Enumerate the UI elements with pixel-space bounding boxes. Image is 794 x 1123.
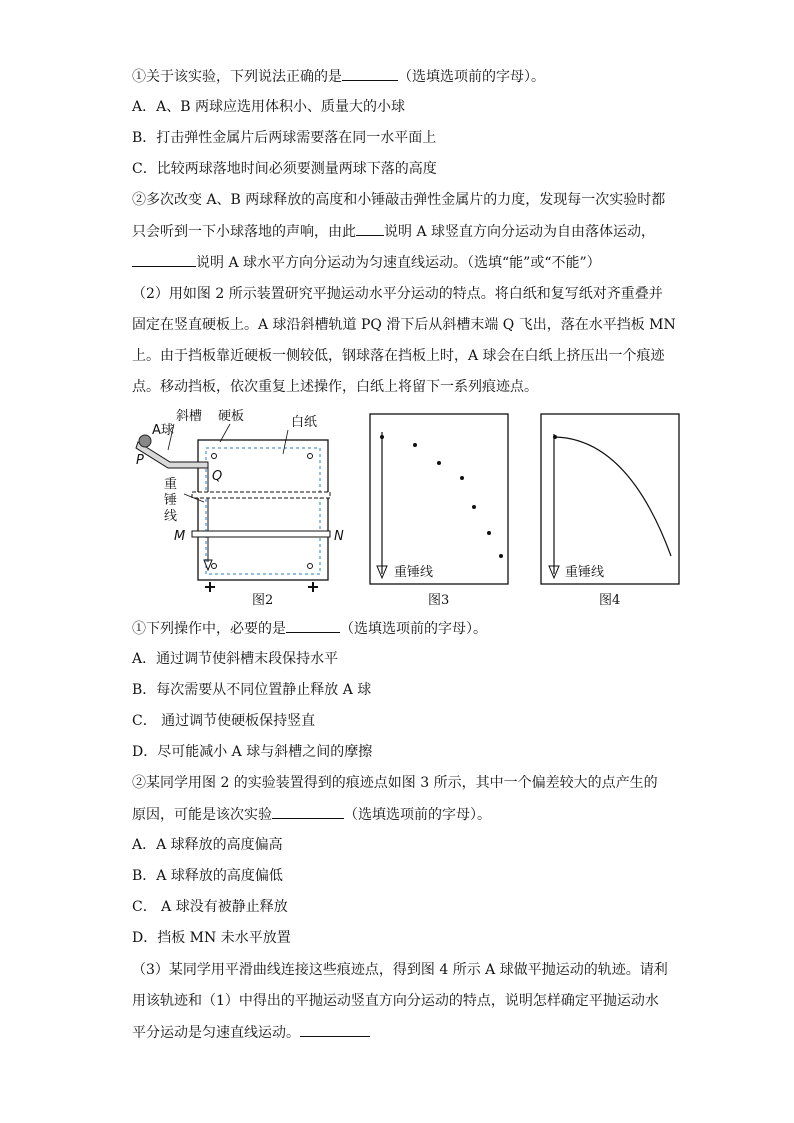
q3-option-a: A．通过调节使斜槽末段保持水平 <box>132 651 339 667</box>
figure-3 <box>370 414 508 608</box>
hard-board <box>198 440 328 580</box>
q1-sub2-line3 <box>132 252 601 273</box>
answer-blank[interactable] <box>286 618 340 633</box>
pin-icon <box>308 454 313 459</box>
pin-icon <box>212 454 217 459</box>
q1-sub2-text: 只会听到一下小球落地的声响，由此 <box>132 224 356 240</box>
q4-option-b: B．A 球释放的高度偏低 <box>132 868 283 884</box>
plus-icon <box>308 582 318 592</box>
label-paper: 白纸 <box>291 415 318 430</box>
pin-icon <box>308 564 313 569</box>
q1-sub2-text: 说明 A 球竖直方向分运动为自由落体运动， <box>384 224 656 240</box>
part2-line1: （2）用如图 2 所示装置研究平抛运动水平分运动的特点。将白纸和复写纸对齐重叠并 <box>132 286 663 302</box>
q1-option-b: B．打击弹性金属片后两球需要落在同一水平面上 <box>132 130 437 146</box>
trace-point <box>460 476 464 480</box>
trace-point <box>487 531 491 535</box>
q1-stem-line <box>132 66 545 87</box>
trace-point <box>499 554 503 558</box>
q3-stem-tail: （选填选项前的字母）。 <box>340 621 487 637</box>
q4-option-d: D．挡板 MN 未水平放置 <box>132 930 291 946</box>
q4-line1: ②某同学用图 2 的实验装置得到的痕迹点如图 3 所示，其中一个偏差较大的点产生的 <box>132 775 658 791</box>
answer-blank[interactable] <box>300 1022 370 1037</box>
fig3-frame <box>370 414 508 584</box>
figures-svg <box>128 404 688 616</box>
q3-stem-line <box>132 618 487 639</box>
q1-sub2-text: 说明 A 球水平方向分运动为匀速直线运动。（选填“能”或“不能”） <box>196 255 601 271</box>
part3-line3 <box>132 1022 370 1043</box>
label-ball: A球 <box>152 423 174 438</box>
pin-icon <box>212 564 217 569</box>
leader-line <box>283 430 288 454</box>
part2-line4: 点。移动挡板，依次重复上述操作，白纸上将留下一系列痕迹点。 <box>132 379 538 395</box>
label-plumb-2: 锤 <box>164 493 178 508</box>
fig4-plumb-label: 重锤线 <box>565 565 605 580</box>
part3-line2: 用该轨迹和（1）中得出的平抛运动竖直方向分运动的特点，说明怎样确定平抛运动水 <box>132 993 659 1009</box>
part2-line2: 固定在竖直硬板上。A 球沿斜槽轨道 PQ 滑下后从斜槽末端 Q 飞出，落在水平挡板 MN <box>132 317 676 333</box>
part2-line3: 上。由于挡板靠近硬板一侧较低，钢球落在挡板上时，A 球会在白纸上挤压出一个痕迹 <box>132 348 665 364</box>
answer-blank[interactable] <box>342 66 398 81</box>
label-q: Q <box>212 469 223 484</box>
label-plumb-3: 线 <box>164 509 178 524</box>
label-plumb-1: 重 <box>164 477 178 492</box>
part3-text: 平分运动是匀速直线运动。 <box>132 1025 300 1041</box>
trace-point <box>380 435 384 439</box>
figures-row <box>128 404 688 616</box>
answer-blank[interactable] <box>356 221 384 236</box>
q4-text: （选填选项前的字母）。 <box>344 807 491 823</box>
trace-point <box>437 461 441 465</box>
fig3-plumb-label: 重锤线 <box>394 565 434 580</box>
label-board: 硬板 <box>218 409 245 424</box>
plus-icon <box>205 582 215 592</box>
answer-blank[interactable] <box>132 252 196 267</box>
q4-line2 <box>132 804 491 825</box>
ball-a <box>139 435 151 447</box>
trace-point <box>413 443 417 447</box>
answer-blank[interactable] <box>272 804 344 819</box>
leader-line <box>220 424 230 442</box>
q3-stem: ①下列操作中，必要的是 <box>132 621 286 637</box>
baffle-mn <box>192 531 330 537</box>
q1-sub2-line2 <box>132 221 655 242</box>
q1-stem: ①关于该实验，下列说法正确的是 <box>132 69 342 85</box>
q1-stem-tail: （选填选项前的字母）。 <box>398 69 545 85</box>
q4-option-c: C． A 球没有被静止释放 <box>132 899 288 915</box>
caption-fig3: 图3 <box>428 593 450 608</box>
q1-sub2-line1: ②多次改变 A、B 两球释放的高度和小锤敲击弹性金属片的力度，发现每一次实验时都 <box>132 192 666 208</box>
trajectory-curve <box>555 437 671 556</box>
trace-point <box>472 505 476 509</box>
fig4-frame <box>541 414 679 584</box>
label-p: P <box>136 453 144 468</box>
q3-option-c: C． 通过调节使硬板保持竖直 <box>132 713 316 729</box>
label-m: M <box>174 529 186 544</box>
caption-fig2: 图2 <box>252 593 274 608</box>
q3-option-d: D．尽可能减小 A 球与斜槽之间的摩擦 <box>132 744 373 760</box>
q4-text: 原因，可能是该次实验 <box>132 807 272 823</box>
caption-fig4: 图4 <box>599 593 621 608</box>
label-chute: 斜槽 <box>176 409 203 424</box>
part3-line1: （3）某同学用平滑曲线连接这些痕迹点，得到图 4 所示 A 球做平抛运动的轨迹。请利 <box>132 962 668 978</box>
q3-option-b: B．每次需要从不同位置静止释放 A 球 <box>132 682 372 698</box>
q1-option-c: C．比较两球落地时间必须要测量两球下落的高度 <box>132 161 437 177</box>
white-paper <box>206 448 320 574</box>
q1-option-a: A．A、B 两球应选用体积小、质量大的小球 <box>132 99 405 115</box>
figure-4 <box>541 414 679 608</box>
label-n: N <box>334 529 344 544</box>
q4-option-a: A．A 球释放的高度偏高 <box>132 837 283 853</box>
figure-2 <box>136 408 344 608</box>
baffle-upper <box>192 492 330 498</box>
